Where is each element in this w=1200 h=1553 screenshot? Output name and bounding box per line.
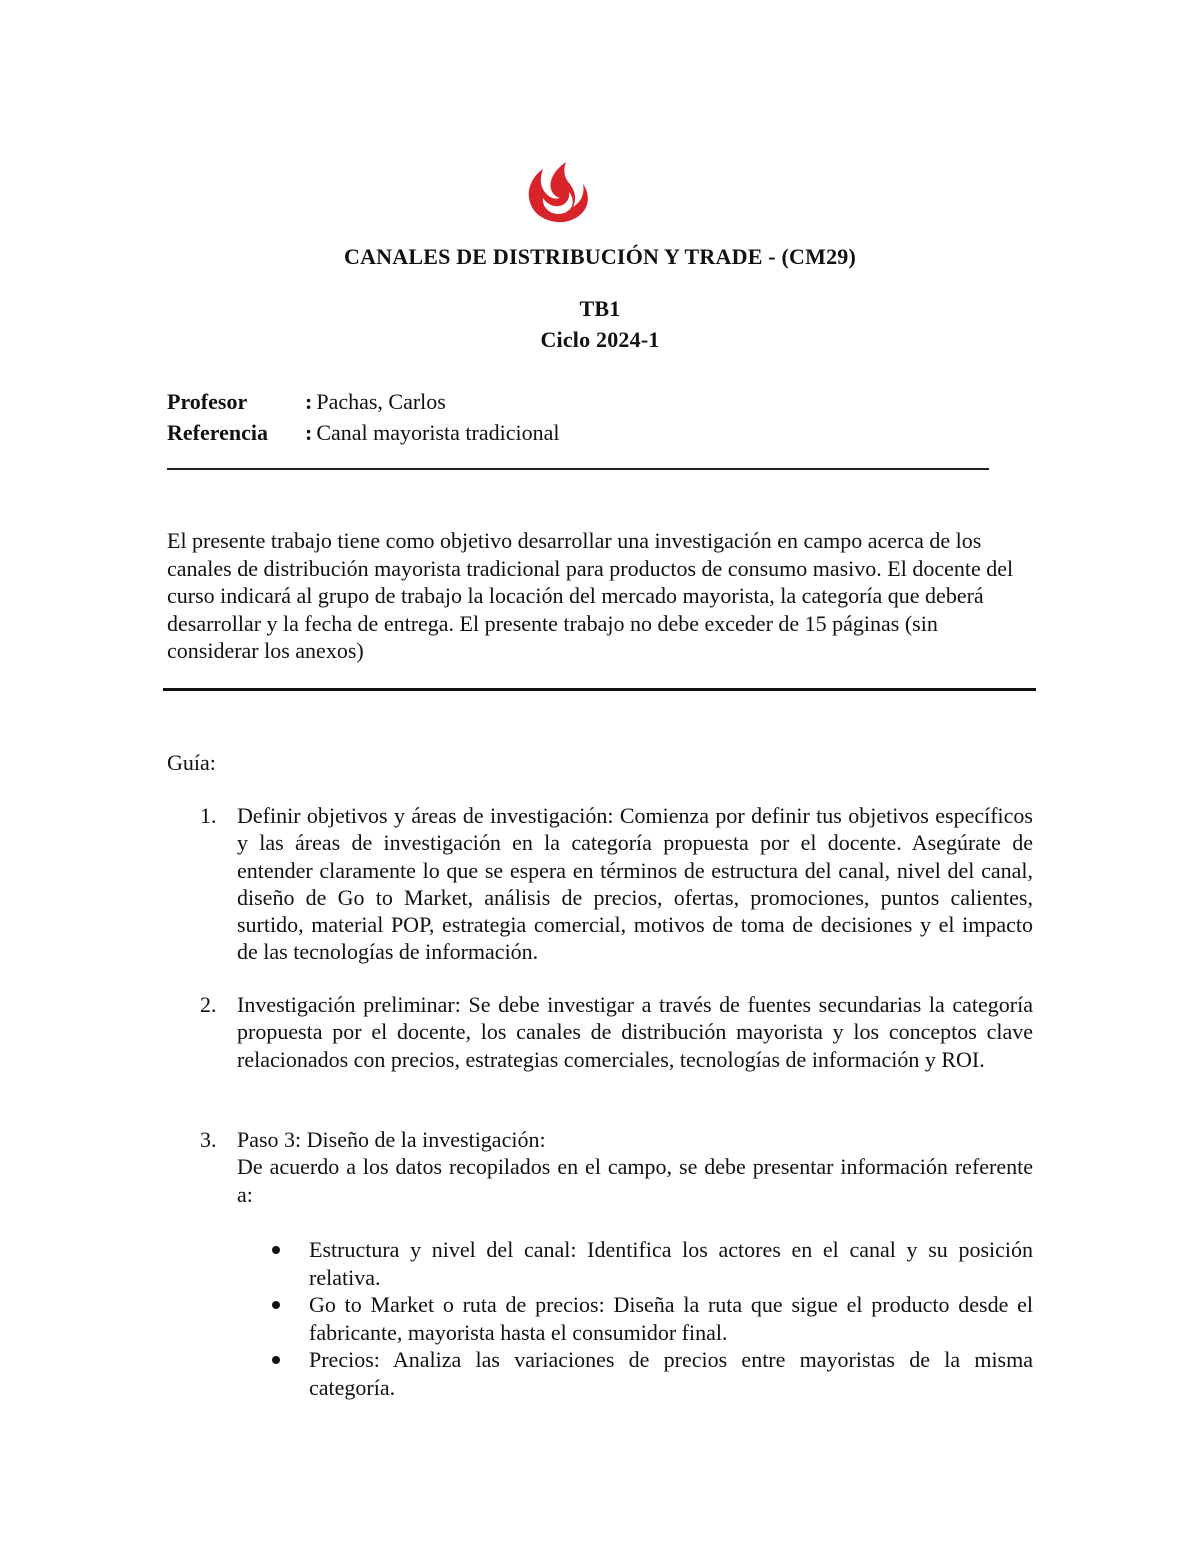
guide-item-2	[200, 991, 1033, 1073]
reference-value: Canal mayorista tradicional	[316, 420, 560, 445]
assignment-code: TB1	[579, 296, 621, 321]
bullet-text: Estructura y nivel del canal: Identifica los actores en el canal y su posición relativa.	[309, 1237, 1033, 1290]
course-title: CANALES DE DISTRIBUCIÓN Y TRADE - (CM29)	[343, 244, 856, 269]
guide-item-1	[200, 802, 1033, 966]
professor-colon: :	[305, 389, 313, 414]
underscore-divider	[167, 468, 989, 470]
bullet-dot-icon	[272, 1356, 280, 1364]
bullet-item	[272, 1291, 1033, 1346]
guide-item-3	[200, 1126, 1033, 1208]
section-rule	[163, 688, 1036, 691]
guide-label: Guía:	[167, 750, 216, 775]
university-flame-logo	[523, 160, 591, 224]
intro-paragraph: El presente trabajo tiene como objetivo desarrollar una investigación en campo acerca de los canales de distribución mayorista tradicional para productos de consumo masivo. El docente del curso indicará al grupo de trabajo la locación del mercado mayorista, la categoría que deberá desarrollar y la fecha de entrega. El presente trabajo no debe exceder de 15 páginas (sin considerar los anexos)	[167, 528, 1014, 663]
item-heading: Paso 3: Diseño de la investigación:	[237, 1127, 546, 1152]
item-text: Investigación preliminar: Se debe investigar a través de fuentes secundarias la categoría propuesta por el docente, los canales de distribución mayorista y los conceptos clave relacionados con precios, estrategias comerciales, tecnologías de información y ROI.	[237, 992, 1033, 1072]
bullet-text: Go to Market o ruta de precios: Diseña la ruta que sigue el producto desde el fabricante, mayorista hasta el consumidor final.	[309, 1292, 1033, 1345]
item-text: Definir objetivos y áreas de investigación: Comienza por definir tus objetivos específicos y las áreas de investigación en la categoría propuesta por el docente. Asegúrate de entender claramente lo que se espera en términos de estructura del canal, nivel del canal, diseño de Go to Market, análisis de precios, ofertas, promociones, puntos calientes, surtido, material POP, estrategia comercial, motivos de toma de decisiones y el impacto de las tecnologías de información.	[237, 803, 1033, 965]
professor-value: Pachas, Carlos	[316, 389, 446, 414]
professor-row	[167, 389, 446, 415]
bullet-dot-icon	[272, 1246, 280, 1254]
reference-row	[167, 420, 559, 446]
reference-label: Referencia	[167, 420, 268, 445]
item-number: 2.	[200, 992, 217, 1017]
professor-label: Profesor	[167, 389, 248, 414]
item-body	[237, 1126, 1033, 1208]
academic-cycle: Ciclo 2024-1	[540, 327, 660, 352]
bullet-dot-icon	[272, 1301, 280, 1309]
item-number: 3.	[200, 1127, 217, 1152]
bullet-item	[272, 1346, 1033, 1401]
item-number: 1.	[200, 803, 217, 828]
bullet-item	[272, 1236, 1033, 1291]
reference-colon: :	[305, 420, 313, 445]
item-text: De acuerdo a los datos recopilados en el campo, se debe presentar información referente a:	[237, 1154, 1033, 1207]
bullet-list	[272, 1236, 1033, 1401]
bullet-text: Precios: Analiza las variaciones de precios entre mayoristas de la misma categoría.	[309, 1347, 1033, 1400]
